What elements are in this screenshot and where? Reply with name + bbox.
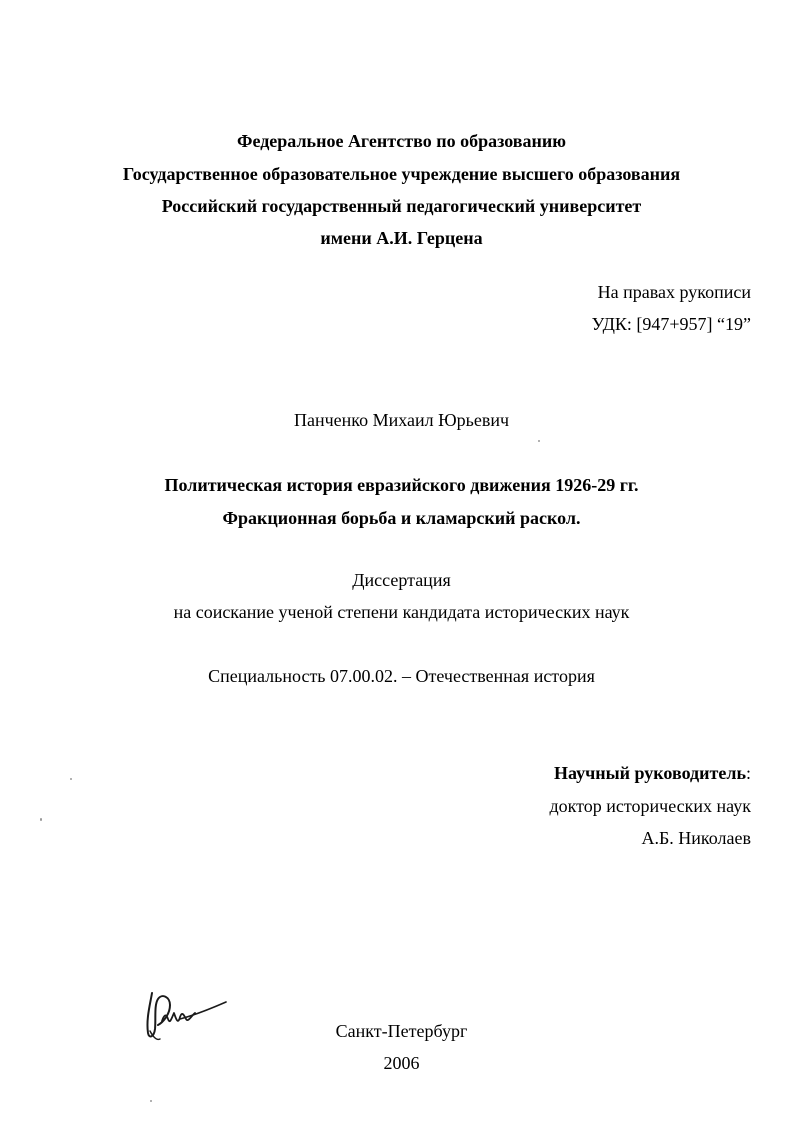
supervisor-heading-colon: :: [745, 763, 751, 783]
institution-type-heading: Государственное образовательное учреждение высшего образования: [122, 164, 681, 184]
agency-heading: Федеральное Агентство по образованию: [236, 131, 567, 151]
year: 2006: [383, 1053, 420, 1073]
dissertation-title-line-1: Политическая история евразийского движения 1926-29 гг.: [164, 475, 639, 495]
dissertation-title-line-2: Фракционная борьба и кламарский раскол.: [222, 508, 581, 528]
degree-sought: на соискание ученой степени кандидата исторических наук: [173, 602, 630, 622]
manuscript-rights-notice: На правах рукописи: [597, 282, 751, 302]
scan-speck: [70, 778, 72, 780]
scan-speck: [538, 440, 540, 442]
supervisor-heading: [554, 762, 751, 784]
udc-code: УДК: [947+957] “19”: [591, 314, 751, 334]
specialty: Специальность 07.00.02. – Отечественная история: [208, 666, 595, 686]
author-name: Панченко Михаил Юрьевич: [293, 410, 509, 430]
supervisor-heading-label: Научный руководитель: [553, 763, 746, 783]
scan-speck: [40, 818, 42, 821]
scan-speck: [150, 1100, 152, 1102]
named-after-heading: имени А.И. Герцена: [320, 228, 483, 248]
university-heading: Российский государственный педагогический университет: [161, 196, 642, 216]
city: Санкт-Петербург: [335, 1021, 468, 1041]
supervisor-degree: доктор исторических наук: [549, 796, 751, 816]
dissertation-label: Диссертация: [352, 570, 451, 590]
supervisor-name: А.Б. Николаев: [641, 828, 751, 848]
